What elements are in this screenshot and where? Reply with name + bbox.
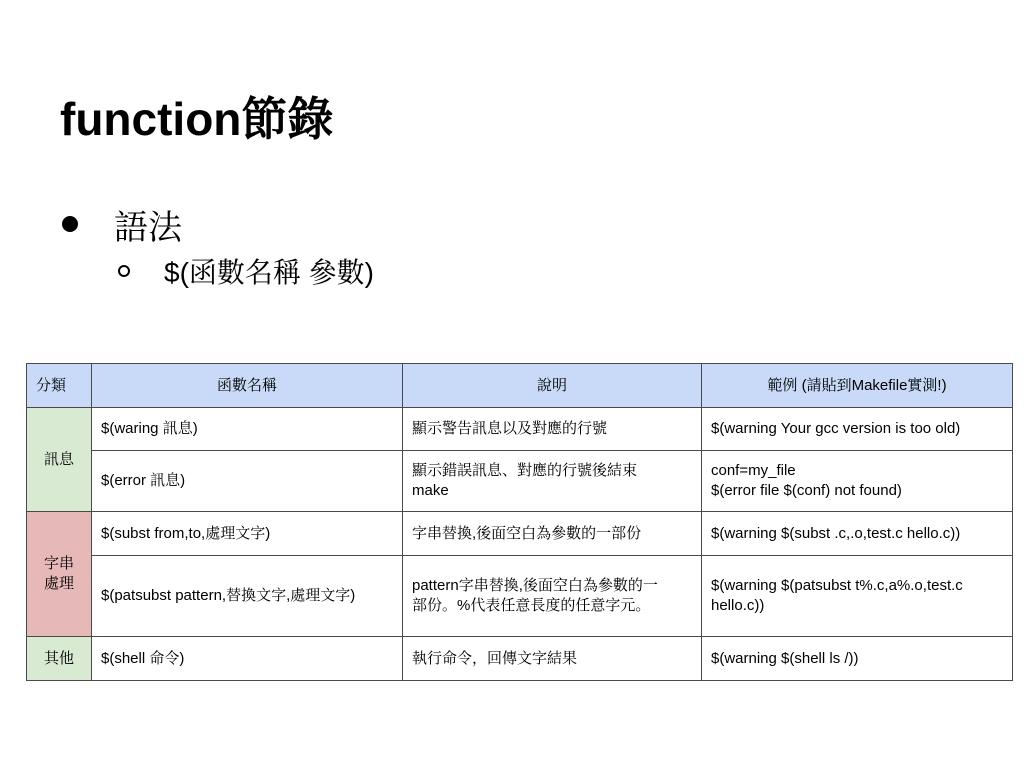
header-category: 分類	[27, 364, 92, 408]
table-row	[27, 637, 1013, 681]
filled-bullet-icon	[62, 216, 78, 232]
hollow-bullet-icon	[118, 265, 130, 277]
example-cell: $(warning $(patsubst t%.c,a%.o,test.c hello.c))	[702, 556, 1013, 637]
category-other: 其他	[27, 637, 92, 681]
description-cell: 顯示警告訊息以及對應的行號	[403, 408, 702, 451]
slide-title: function節錄	[60, 93, 334, 145]
function-cell: $(subst from,to,處理文字)	[92, 512, 403, 556]
table-header-row	[27, 364, 1013, 408]
example-cell: $(warning $(shell ls /))	[702, 637, 1013, 681]
category-message: 訊息	[27, 408, 92, 512]
function-cell: $(shell 命令)	[92, 637, 403, 681]
header-description: 說明	[403, 364, 702, 408]
description-cell: 字串替換,後面空白為參數的一部份	[403, 512, 702, 556]
table-row	[27, 408, 1013, 451]
function-cell: $(waring 訊息)	[92, 408, 403, 451]
example-cell: $(warning $(subst .c,.o,test.c hello.c))	[702, 512, 1013, 556]
table-row	[27, 451, 1013, 512]
bullet-syntax-text: 語法	[114, 208, 182, 247]
table-row	[27, 512, 1013, 556]
bullet-syntax-format	[118, 250, 374, 292]
description-cell: 執行命令，回傳文字結果	[403, 637, 702, 681]
function-table	[26, 363, 1013, 681]
header-function-name: 函數名稱	[92, 364, 403, 408]
bullet-syntax	[62, 200, 182, 248]
bullet-syntax-format-text: $(函數名稱 參數)	[164, 257, 375, 288]
function-cell: $(error 訊息)	[92, 451, 403, 512]
table-row	[27, 556, 1013, 637]
header-example: 範例 (請貼到Makefile實測!)	[702, 364, 1013, 408]
description-cell: 顯示錯誤訊息、對應的行號後結束 make	[403, 451, 702, 512]
description-cell: pattern字串替換,後面空白為參數的一 部份。%代表任意長度的任意字元。	[403, 556, 702, 637]
category-string-processing: 字串 處理	[27, 512, 92, 637]
example-cell: conf=my_file $(error file $(conf) not found)	[702, 451, 1013, 512]
function-cell: $(patsubst pattern,替換文字,處理文字)	[92, 556, 403, 637]
example-cell: $(warning Your gcc version is too old)	[702, 408, 1013, 451]
